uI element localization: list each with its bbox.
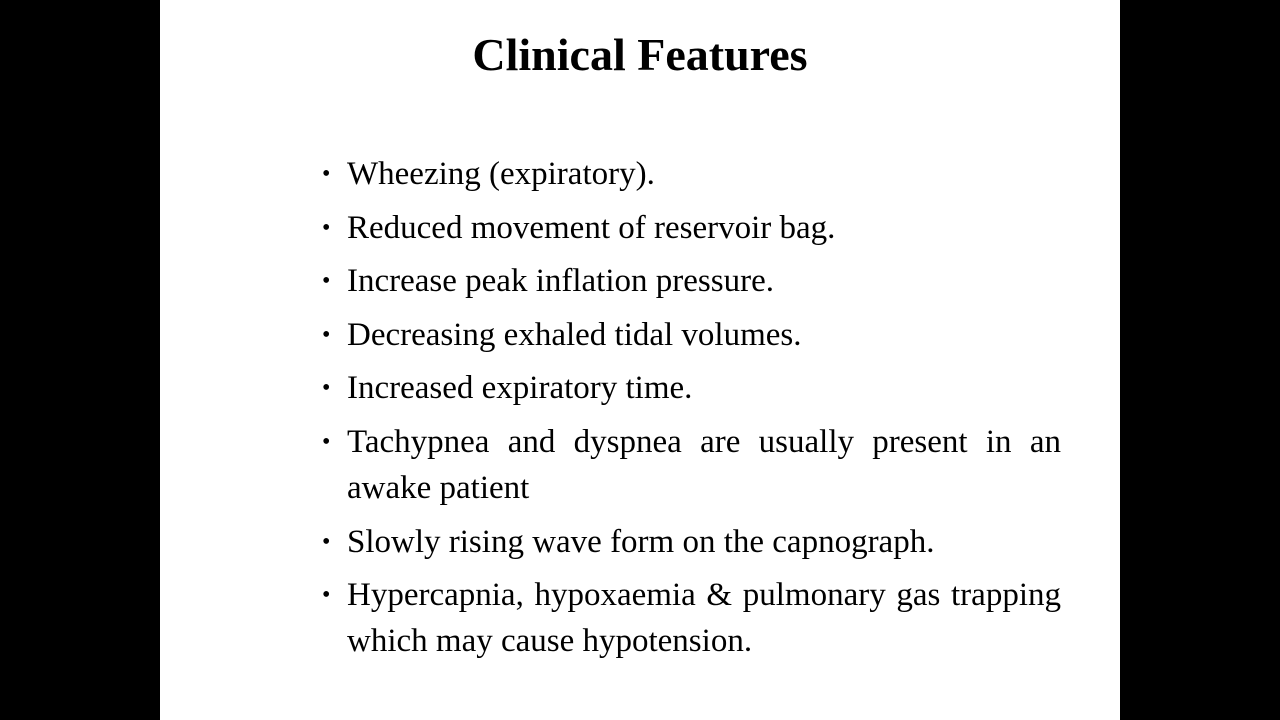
slide-title: Clinical Features bbox=[472, 29, 808, 80]
bullet-item: • Decreasing exhaled tidal volumes. bbox=[322, 312, 1062, 358]
bullet-icon: • bbox=[322, 429, 331, 455]
bullet-icon: • bbox=[322, 268, 331, 294]
bullet-item: • Slowly rising wave form on the capnograph. bbox=[322, 519, 1062, 565]
bullet-item: • Wheezing (expiratory). bbox=[322, 151, 1062, 197]
bullet-icon: • bbox=[322, 582, 331, 608]
bullet-icon: • bbox=[322, 215, 331, 241]
bullet-item: • Hypercapnia, hypoxaemia & pulmonary gas trapping which may cause hypotension. bbox=[322, 572, 1062, 664]
bullet-item: • Increased expiratory time. bbox=[322, 365, 1062, 411]
bullet-item: • Increase peak inflation pressure. bbox=[322, 258, 1062, 304]
bullet-icon: • bbox=[322, 322, 331, 348]
bullet-item: • Reduced movement of reservoir bag. bbox=[322, 205, 1062, 251]
bullet-item: • Tachypnea and dyspnea are usually present in an awake patient bbox=[322, 419, 1062, 511]
bullet-icon: • bbox=[322, 161, 331, 187]
slide bbox=[160, 0, 1120, 720]
bullet-icon: • bbox=[322, 529, 331, 555]
bullet-icon: • bbox=[322, 375, 331, 401]
